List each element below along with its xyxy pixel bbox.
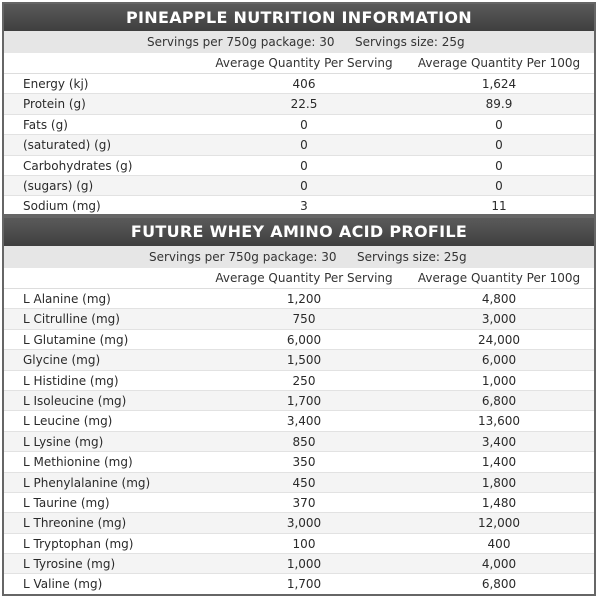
amino-serving-value: 3,000: [286, 516, 322, 531]
amino-100g-value: 1,400: [481, 455, 517, 470]
nutrition-title: PINEAPPLE NUTRITION INFORMATION: [4, 4, 594, 31]
amino-100g-value: 1,800: [481, 475, 517, 490]
amino-acid-name: L Tryptophan (mg): [23, 536, 134, 551]
nutrient-100g-value: 0: [495, 158, 503, 173]
table-row: [4, 432, 594, 452]
table-row: [4, 534, 594, 554]
nutrient-name: (saturated) (g): [23, 138, 112, 153]
nutrient-100g-value: 89.9: [485, 97, 513, 112]
amino-100g-value: 1,000: [481, 373, 517, 388]
amino-title: FUTURE WHEY AMINO ACID PROFILE: [4, 218, 594, 246]
amino-serving-value: 750: [292, 312, 316, 327]
amino-acid-name: L Valine (mg): [23, 577, 103, 592]
nutrient-100g-value: 0: [495, 117, 503, 132]
table-row: [4, 574, 594, 594]
nutrition-servings-per-package: Servings per 750g package: 30: [147, 35, 335, 49]
table-row: [4, 309, 594, 329]
amino-100g-value: 4,000: [481, 557, 517, 572]
nutrient-serving-value: 0: [300, 138, 308, 153]
table-row: [4, 196, 594, 216]
amino-100g-value: 6,800: [481, 577, 517, 592]
table-row: [4, 156, 594, 176]
table-row: [4, 452, 594, 472]
nutrient-serving-value: 0: [300, 158, 308, 173]
nutrient-100g-value: 0: [495, 138, 503, 153]
nutrient-name: Sodium (mg): [23, 199, 101, 214]
nutrient-serving-value: 3: [300, 199, 308, 214]
nutrient-serving-value: 22.5: [290, 97, 318, 112]
amino-acid-name: L Leucine (mg): [23, 414, 113, 429]
amino-acid-name: L Glutamine (mg): [23, 332, 129, 347]
amino-acid-name: L Lysine (mg): [23, 434, 104, 449]
nutrition-serving-size: Servings size: 25g: [355, 35, 465, 49]
table-row: [4, 74, 594, 94]
nutrient-serving-value: 406: [292, 77, 316, 91]
amino-100g-value: 400: [487, 536, 511, 551]
nutrient-name: (sugars) (g): [23, 178, 94, 193]
amino-serving-value: 350: [292, 455, 316, 470]
nutrition-rows: [4, 74, 594, 217]
nutrient-serving-value: 0: [300, 178, 308, 193]
nutrient-100g-value: 1,624: [481, 77, 517, 91]
amino-serving-value: 1,700: [286, 393, 322, 408]
table-row: [4, 94, 594, 114]
table-row: [4, 135, 594, 155]
nutrition-col-serving: Average Quantity Per Serving: [215, 56, 393, 70]
amino-col-serving: Average Quantity Per Serving: [215, 271, 393, 285]
amino-acid-name: L Alanine (mg): [23, 292, 111, 306]
amino-100g-value: 6,800: [481, 393, 517, 408]
nutrition-meta: [4, 31, 594, 53]
amino-100g-value: 13,600: [478, 414, 520, 429]
nutrient-100g-value: 0: [495, 178, 503, 193]
amino-serving-value: 850: [292, 434, 316, 449]
amino-panel: [2, 216, 596, 596]
table-row: [4, 350, 594, 370]
table-row: [4, 115, 594, 135]
amino-serving-value: 450: [292, 475, 316, 490]
amino-serving-value: 1,000: [286, 557, 322, 572]
amino-acid-name: L Isoleucine (mg): [23, 393, 127, 408]
amino-100g-value: 3,400: [481, 434, 517, 449]
nutrient-name: Carbohydrates (g): [23, 158, 133, 173]
nutrient-name: Energy (kj): [23, 77, 89, 91]
nutrition-column-headers: [4, 53, 594, 74]
table-row: [4, 411, 594, 431]
nutrient-name: Protein (g): [23, 97, 86, 112]
amino-column-headers: [4, 268, 594, 289]
table-row: [4, 391, 594, 411]
amino-100g-value: 4,800: [481, 292, 517, 306]
amino-100g-value: 12,000: [478, 516, 520, 531]
amino-serving-value: 1,200: [286, 292, 322, 306]
nutrition-panel: [2, 2, 596, 216]
table-row: [4, 473, 594, 493]
amino-serving-value: 100: [292, 536, 316, 551]
amino-servings-per-package: Servings per 750g package: 30: [149, 250, 337, 264]
nutrient-name: Fats (g): [23, 117, 68, 132]
table-row: [4, 554, 594, 574]
table-row: [4, 493, 594, 513]
amino-acid-name: L Phenylalanine (mg): [23, 475, 151, 490]
amino-rows: [4, 289, 594, 595]
amino-serving-value: 6,000: [286, 332, 322, 347]
amino-acid-name: L Tyrosine (mg): [23, 557, 116, 572]
table-row: [4, 330, 594, 350]
amino-100g-value: 1,480: [481, 495, 517, 510]
nutrient-100g-value: 11: [491, 199, 507, 214]
amino-acid-name: L Threonine (mg): [23, 516, 127, 531]
amino-acid-name: Glycine (mg): [23, 353, 101, 368]
nutrition-col-100g: Average Quantity Per 100g: [417, 56, 581, 70]
amino-100g-value: 24,000: [478, 332, 520, 347]
amino-serving-value: 3,400: [286, 414, 322, 429]
amino-meta: [4, 246, 594, 268]
table-row: [4, 371, 594, 391]
amino-serving-value: 1,700: [286, 577, 322, 592]
amino-serving-size: Servings size: 25g: [357, 250, 467, 264]
table-row: [4, 513, 594, 533]
amino-100g-value: 3,000: [481, 312, 517, 327]
amino-col-100g: Average Quantity Per 100g: [417, 271, 581, 285]
table-row: [4, 176, 594, 196]
amino-acid-name: L Taurine (mg): [23, 495, 110, 510]
nutrient-serving-value: 0: [300, 117, 308, 132]
amino-acid-name: L Histidine (mg): [23, 373, 119, 388]
amino-100g-value: 6,000: [481, 353, 517, 368]
amino-serving-value: 1,500: [286, 353, 322, 368]
amino-acid-name: L Methionine (mg): [23, 455, 133, 470]
amino-acid-name: L Citrulline (mg): [23, 312, 120, 327]
amino-serving-value: 250: [292, 373, 316, 388]
table-row: [4, 289, 594, 309]
amino-serving-value: 370: [292, 495, 316, 510]
